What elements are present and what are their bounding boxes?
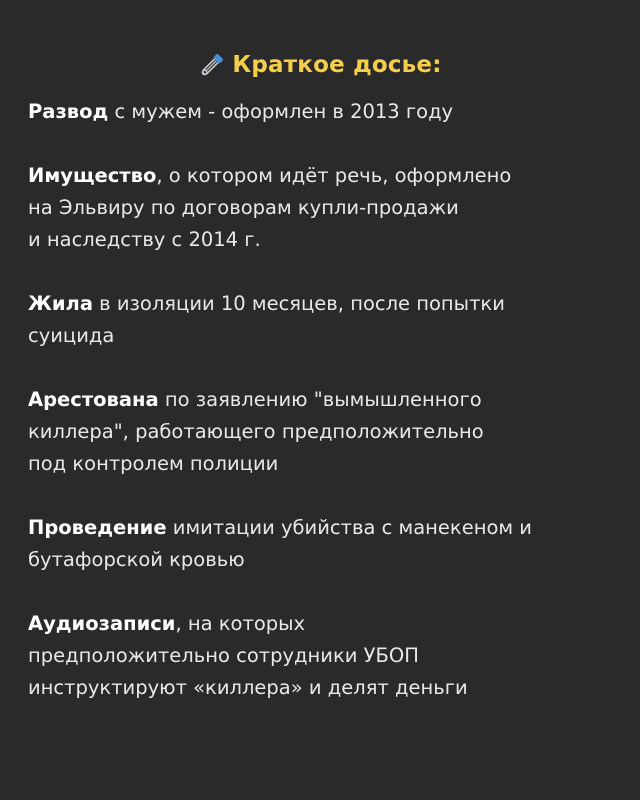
- dossier-item-line: [28, 224, 612, 256]
- dossier-item-line: [28, 448, 612, 480]
- dossier-item-line: [28, 320, 612, 352]
- dossier-item-line: [28, 512, 612, 544]
- dossier-item-line: [28, 416, 612, 448]
- dossier-header: [28, 48, 612, 82]
- dossier-item-text: по заявлению "вымышленного: [158, 388, 482, 411]
- dossier-item-heading: Арестована: [28, 388, 159, 411]
- dossier-item-text: бутафорской кровью: [28, 548, 245, 571]
- dossier-item-heading: Аудиозаписи: [28, 612, 176, 635]
- dossier-item-line: [28, 192, 612, 224]
- dossier-item: [28, 384, 612, 480]
- dossier-item-line: [28, 288, 612, 320]
- dossier-item-line: [28, 160, 612, 192]
- dossier-item: [28, 288, 612, 352]
- dossier-list: [28, 96, 612, 704]
- dossier-item-text: имитации убийства с манекеном и: [166, 516, 532, 539]
- dossier-item-heading: Развод: [28, 100, 109, 123]
- dossier-item-text: на Эльвиру по договорам купли-продажи: [28, 196, 459, 219]
- dossier-item-line: [28, 544, 612, 576]
- dossier-item-text: , о котором идёт речь, оформлено: [156, 164, 512, 187]
- dossier-item-heading: Имущество: [28, 164, 157, 187]
- dossier-item-text: в изоляции 10 месяцев, после попытки: [92, 292, 505, 315]
- dossier-item-text: предположительно сотрудники УБОП: [28, 644, 419, 667]
- dossier-item-line: [28, 640, 612, 672]
- dossier-item-heading: Проведение: [28, 516, 167, 539]
- safety-pin-icon: [198, 51, 226, 79]
- dossier-title: Краткое досье:: [232, 52, 442, 78]
- dossier-item-line: [28, 672, 612, 704]
- dossier-item-text: , на которых: [175, 612, 306, 635]
- dossier-item: [28, 608, 612, 704]
- dossier-item: [28, 512, 612, 576]
- dossier-item-heading: Жила: [28, 292, 93, 315]
- dossier-item-text: киллера", работающего предположительно: [28, 420, 484, 443]
- dossier-item-text: и наследству с 2014 г.: [28, 228, 261, 251]
- dossier-item-text: инструктируют «киллера» и делят деньги: [28, 676, 468, 699]
- dossier-item-line: [28, 608, 612, 640]
- dossier-item: [28, 160, 612, 256]
- dossier-item-text: суицида: [28, 324, 115, 347]
- dossier-item-text: под контролем полиции: [28, 452, 279, 475]
- dossier-item: [28, 96, 612, 128]
- dossier-item-text: с мужем - оформлен в 2013 году: [108, 100, 454, 123]
- dossier-item-line: [28, 384, 612, 416]
- dossier-item-line: [28, 96, 612, 128]
